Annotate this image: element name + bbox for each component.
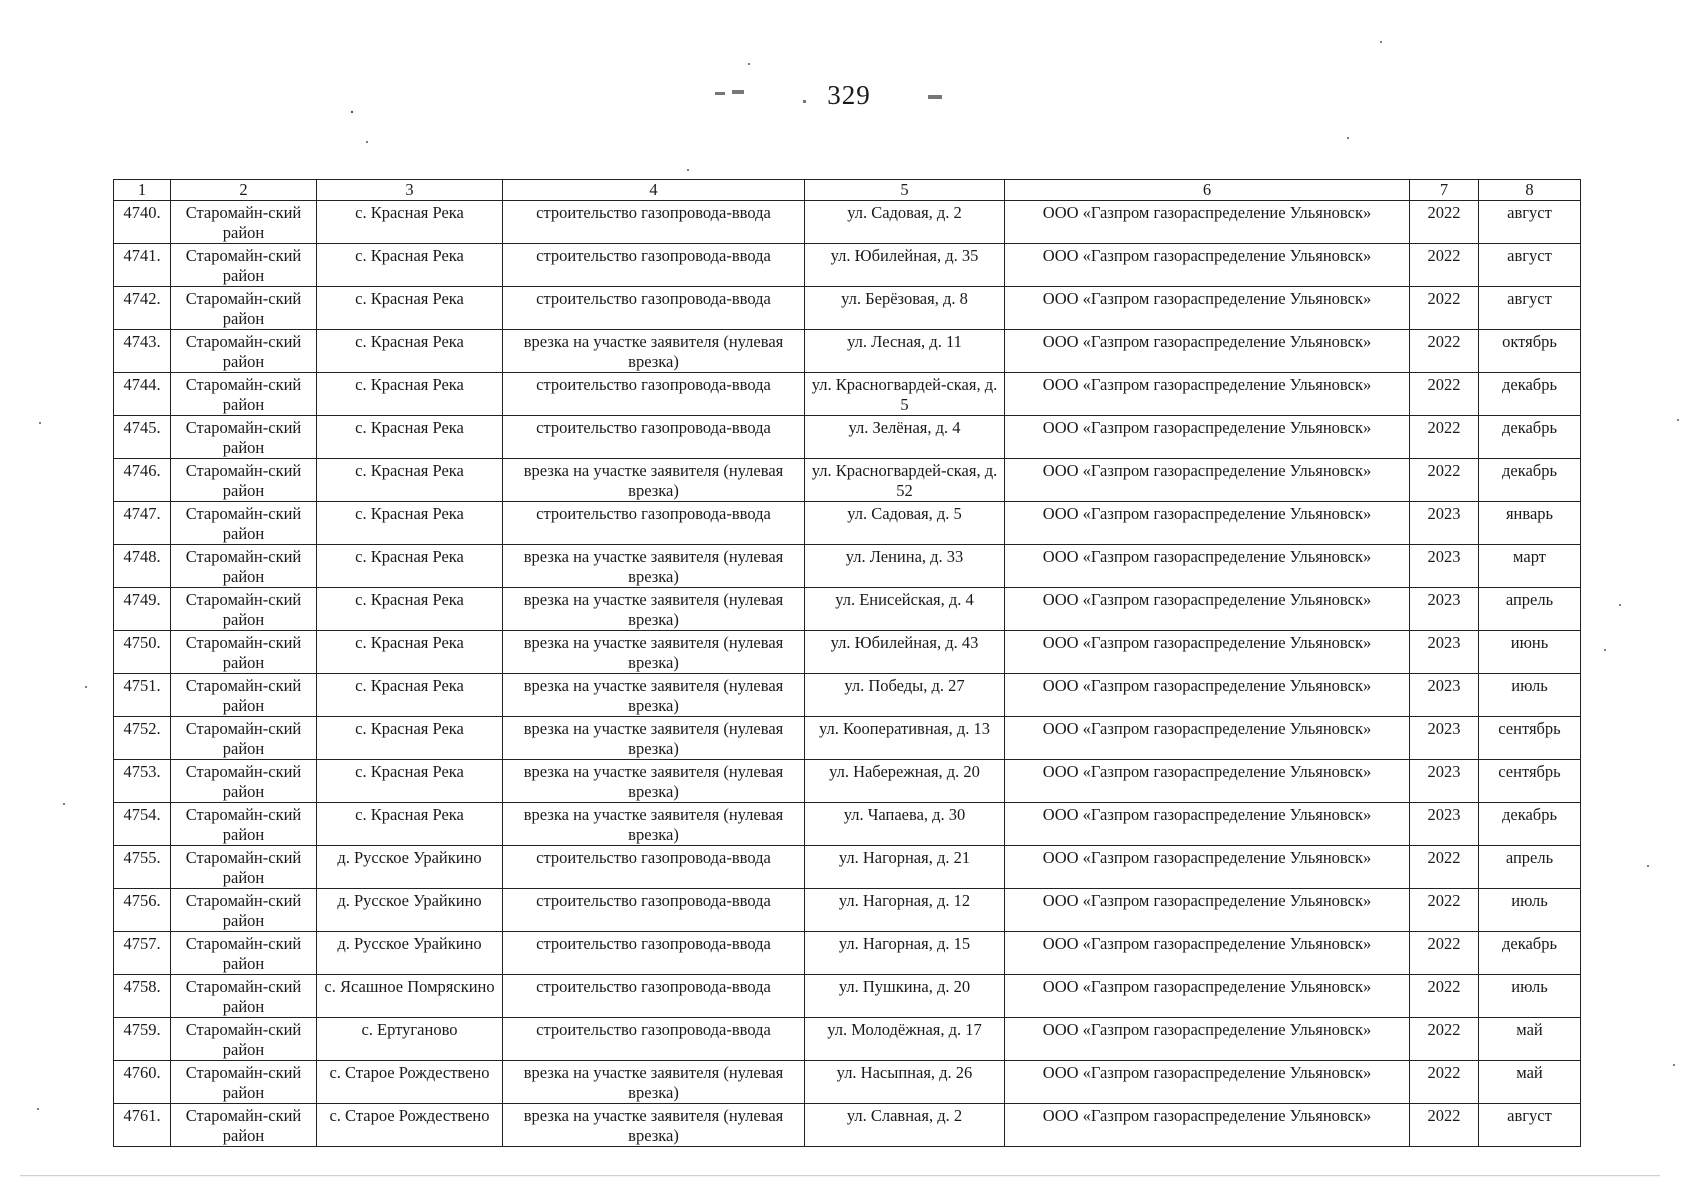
cell-month: декабрь <box>1479 373 1581 416</box>
cell-year: 2023 <box>1410 502 1479 545</box>
cell-year: 2023 <box>1410 760 1479 803</box>
header-row <box>114 180 1581 201</box>
cell-organization: ООО «Газпром газораспределение Ульяновск» <box>1005 459 1410 502</box>
cell-district: Старомайн-ский район <box>171 846 317 889</box>
cell-organization: ООО «Газпром газораспределение Ульяновск» <box>1005 502 1410 545</box>
cell-month: май <box>1479 1018 1581 1061</box>
cell-year: 2022 <box>1410 201 1479 244</box>
table-row <box>114 1104 1581 1147</box>
table-row <box>114 889 1581 932</box>
cell-year: 2023 <box>1410 545 1479 588</box>
cell-number: 4760. <box>114 1061 171 1104</box>
cell-address: ул. Юбилейная, д. 43 <box>805 631 1005 674</box>
cell-settlement: д. Русское Урайкино <box>317 932 503 975</box>
cell-address: ул. Победы, д. 27 <box>805 674 1005 717</box>
cell-month: декабрь <box>1479 803 1581 846</box>
table-row <box>114 631 1581 674</box>
cell-work-type: врезка на участке заявителя (нулевая врезка) <box>503 803 805 846</box>
cell-address: ул. Кооперативная, д. 13 <box>805 717 1005 760</box>
table-row <box>114 459 1581 502</box>
column-header: 8 <box>1479 180 1581 201</box>
table-row <box>114 502 1581 545</box>
cell-number: 4744. <box>114 373 171 416</box>
cell-month: июнь <box>1479 631 1581 674</box>
table-row <box>114 588 1581 631</box>
cell-address: ул. Енисейская, д. 4 <box>805 588 1005 631</box>
cell-month: май <box>1479 1061 1581 1104</box>
cell-year: 2022 <box>1410 846 1479 889</box>
cell-work-type: врезка на участке заявителя (нулевая врезка) <box>503 1061 805 1104</box>
cell-organization: ООО «Газпром газораспределение Ульяновск» <box>1005 631 1410 674</box>
cell-address: ул. Набережная, д. 20 <box>805 760 1005 803</box>
cell-work-type: строительство газопровода-ввода <box>503 373 805 416</box>
cell-year: 2022 <box>1410 459 1479 502</box>
cell-district: Старомайн-ский район <box>171 760 317 803</box>
cell-year: 2023 <box>1410 717 1479 760</box>
table-row <box>114 932 1581 975</box>
cell-organization: ООО «Газпром газораспределение Ульяновск» <box>1005 846 1410 889</box>
cell-organization: ООО «Газпром газораспределение Ульяновск» <box>1005 1061 1410 1104</box>
cell-settlement: д. Русское Урайкино <box>317 889 503 932</box>
cell-year: 2022 <box>1410 975 1479 1018</box>
cell-month: август <box>1479 287 1581 330</box>
cell-address: ул. Чапаева, д. 30 <box>805 803 1005 846</box>
cell-work-type: строительство газопровода-ввода <box>503 287 805 330</box>
cell-district: Старомайн-ский район <box>171 975 317 1018</box>
cell-work-type: врезка на участке заявителя (нулевая врезка) <box>503 588 805 631</box>
cell-number: 4752. <box>114 717 171 760</box>
cell-district: Старомайн-ский район <box>171 1061 317 1104</box>
cell-settlement: с. Старое Рождествено <box>317 1061 503 1104</box>
cell-number: 4743. <box>114 330 171 373</box>
table-row <box>114 201 1581 244</box>
table-row <box>114 975 1581 1018</box>
cell-number: 4741. <box>114 244 171 287</box>
cell-organization: ООО «Газпром газораспределение Ульяновск» <box>1005 1104 1410 1147</box>
cell-number: 4750. <box>114 631 171 674</box>
cell-organization: ООО «Газпром газораспределение Ульяновск» <box>1005 201 1410 244</box>
table-row <box>114 1061 1581 1104</box>
table-row <box>114 674 1581 717</box>
cell-address: ул. Славная, д. 2 <box>805 1104 1005 1147</box>
cell-district: Старомайн-ский район <box>171 1104 317 1147</box>
cell-district: Старомайн-ский район <box>171 674 317 717</box>
cell-settlement: с. Красная Река <box>317 201 503 244</box>
cell-organization: ООО «Газпром газораспределение Ульяновск» <box>1005 330 1410 373</box>
cell-organization: ООО «Газпром газораспределение Ульяновск» <box>1005 287 1410 330</box>
cell-month: сентябрь <box>1479 760 1581 803</box>
cell-settlement: с. Красная Река <box>317 631 503 674</box>
cell-settlement: с. Красная Река <box>317 459 503 502</box>
cell-address: ул. Нагорная, д. 15 <box>805 932 1005 975</box>
cell-settlement: с. Ясашное Помряскино <box>317 975 503 1018</box>
cell-address: ул. Берёзовая, д. 8 <box>805 287 1005 330</box>
cell-number: 4756. <box>114 889 171 932</box>
cell-organization: ООО «Газпром газораспределение Ульяновск» <box>1005 717 1410 760</box>
cell-settlement: с. Красная Река <box>317 588 503 631</box>
cell-address: ул. Пушкина, д. 20 <box>805 975 1005 1018</box>
cell-district: Старомайн-ский район <box>171 502 317 545</box>
table-body <box>114 201 1581 1147</box>
cell-work-type: врезка на участке заявителя (нулевая врезка) <box>503 631 805 674</box>
cell-settlement: с. Красная Река <box>317 674 503 717</box>
cell-number: 4745. <box>114 416 171 459</box>
cell-district: Старомайн-ский район <box>171 459 317 502</box>
cell-organization: ООО «Газпром газораспределение Ульяновск» <box>1005 373 1410 416</box>
cell-district: Старомайн-ский район <box>171 1018 317 1061</box>
cell-month: декабрь <box>1479 416 1581 459</box>
column-header: 5 <box>805 180 1005 201</box>
cell-year: 2023 <box>1410 631 1479 674</box>
cell-address: ул. Зелёная, д. 4 <box>805 416 1005 459</box>
cell-district: Старомайн-ский район <box>171 932 317 975</box>
cell-settlement: д. Русское Урайкино <box>317 846 503 889</box>
column-header: 4 <box>503 180 805 201</box>
cell-address: ул. Насыпная, д. 26 <box>805 1061 1005 1104</box>
cell-number: 4746. <box>114 459 171 502</box>
cell-settlement: с. Красная Река <box>317 244 503 287</box>
cell-work-type: врезка на участке заявителя (нулевая врезка) <box>503 717 805 760</box>
cell-address: ул. Ленина, д. 33 <box>805 545 1005 588</box>
cell-organization: ООО «Газпром газораспределение Ульяновск» <box>1005 889 1410 932</box>
cell-organization: ООО «Газпром газораспределение Ульяновск» <box>1005 975 1410 1018</box>
cell-organization: ООО «Газпром газораспределение Ульяновск» <box>1005 803 1410 846</box>
cell-year: 2022 <box>1410 1018 1479 1061</box>
cell-work-type: строительство газопровода-ввода <box>503 889 805 932</box>
cell-organization: ООО «Газпром газораспределение Ульяновск» <box>1005 1018 1410 1061</box>
cell-district: Старомайн-ский район <box>171 545 317 588</box>
cell-work-type: строительство газопровода-ввода <box>503 502 805 545</box>
cell-address: ул. Нагорная, д. 12 <box>805 889 1005 932</box>
cell-settlement: с. Старое Рождествено <box>317 1104 503 1147</box>
cell-organization: ООО «Газпром газораспределение Ульяновск» <box>1005 416 1410 459</box>
cell-district: Старомайн-ский район <box>171 588 317 631</box>
cell-year: 2022 <box>1410 416 1479 459</box>
column-header: 7 <box>1410 180 1479 201</box>
cell-work-type: врезка на участке заявителя (нулевая врезка) <box>503 674 805 717</box>
table-row <box>114 846 1581 889</box>
cell-year: 2023 <box>1410 803 1479 846</box>
cell-work-type: строительство газопровода-ввода <box>503 201 805 244</box>
cell-number: 4740. <box>114 201 171 244</box>
cell-work-type: врезка на участке заявителя (нулевая врезка) <box>503 330 805 373</box>
cell-district: Старомайн-ский район <box>171 416 317 459</box>
column-header: 1 <box>114 180 171 201</box>
table-row <box>114 287 1581 330</box>
cell-district: Старомайн-ский район <box>171 287 317 330</box>
cell-settlement: с. Красная Река <box>317 760 503 803</box>
cell-month: декабрь <box>1479 932 1581 975</box>
table-row <box>114 416 1581 459</box>
cell-year: 2023 <box>1410 674 1479 717</box>
cell-number: 4754. <box>114 803 171 846</box>
cell-work-type: врезка на участке заявителя (нулевая врезка) <box>503 545 805 588</box>
cell-settlement: с. Красная Река <box>317 330 503 373</box>
cell-address: ул. Юбилейная, д. 35 <box>805 244 1005 287</box>
cell-work-type: строительство газопровода-ввода <box>503 244 805 287</box>
cell-year: 2022 <box>1410 330 1479 373</box>
cell-number: 4748. <box>114 545 171 588</box>
cell-district: Старомайн-ский район <box>171 373 317 416</box>
cell-number: 4749. <box>114 588 171 631</box>
cell-address: ул. Лесная, д. 11 <box>805 330 1005 373</box>
table-row <box>114 760 1581 803</box>
cell-settlement: с. Красная Река <box>317 502 503 545</box>
cell-year: 2022 <box>1410 889 1479 932</box>
cell-month: август <box>1479 201 1581 244</box>
cell-year: 2022 <box>1410 1061 1479 1104</box>
cell-work-type: строительство газопровода-ввода <box>503 846 805 889</box>
cell-year: 2022 <box>1410 287 1479 330</box>
cell-organization: ООО «Газпром газораспределение Ульяновск» <box>1005 760 1410 803</box>
column-header: 6 <box>1005 180 1410 201</box>
cell-work-type: врезка на участке заявителя (нулевая врезка) <box>503 459 805 502</box>
cell-address: ул. Садовая, д. 5 <box>805 502 1005 545</box>
cell-year: 2022 <box>1410 932 1479 975</box>
cell-organization: ООО «Газпром газораспределение Ульяновск» <box>1005 588 1410 631</box>
cell-month: июль <box>1479 889 1581 932</box>
cell-number: 4751. <box>114 674 171 717</box>
cell-number: 4759. <box>114 1018 171 1061</box>
cell-month: март <box>1479 545 1581 588</box>
cell-settlement: с. Красная Река <box>317 717 503 760</box>
cell-number: 4742. <box>114 287 171 330</box>
cell-district: Старомайн-ский район <box>171 244 317 287</box>
cell-organization: ООО «Газпром газораспределение Ульяновск» <box>1005 244 1410 287</box>
cell-month: сентябрь <box>1479 717 1581 760</box>
cell-work-type: строительство газопровода-ввода <box>503 975 805 1018</box>
cell-district: Старомайн-ский район <box>171 631 317 674</box>
cell-month: апрель <box>1479 588 1581 631</box>
column-header: 2 <box>171 180 317 201</box>
cell-organization: ООО «Газпром газораспределение Ульяновск» <box>1005 674 1410 717</box>
cell-year: 2022 <box>1410 244 1479 287</box>
cell-year: 2023 <box>1410 588 1479 631</box>
cell-address: ул. Садовая, д. 2 <box>805 201 1005 244</box>
cell-year: 2022 <box>1410 1104 1479 1147</box>
cell-address: ул. Красногвардей-ская, д. 5 <box>805 373 1005 416</box>
cell-settlement: с. Красная Река <box>317 545 503 588</box>
cell-district: Старомайн-ский район <box>171 330 317 373</box>
cell-settlement: с. Красная Река <box>317 373 503 416</box>
cell-settlement: с. Ертуганово <box>317 1018 503 1061</box>
cell-district: Старомайн-ский район <box>171 889 317 932</box>
cell-district: Старомайн-ский район <box>171 717 317 760</box>
cell-month: июль <box>1479 674 1581 717</box>
cell-work-type: строительство газопровода-ввода <box>503 932 805 975</box>
cell-address: ул. Красногвардей-ская, д. 52 <box>805 459 1005 502</box>
cell-address: ул. Нагорная, д. 21 <box>805 846 1005 889</box>
cell-month: август <box>1479 244 1581 287</box>
cell-month: декабрь <box>1479 459 1581 502</box>
cell-month: август <box>1479 1104 1581 1147</box>
cell-work-type: строительство газопровода-ввода <box>503 1018 805 1061</box>
table-row <box>114 330 1581 373</box>
cell-district: Старомайн-ский район <box>171 803 317 846</box>
cell-month: апрель <box>1479 846 1581 889</box>
table-row <box>114 244 1581 287</box>
cell-address: ул. Молодёжная, д. 17 <box>805 1018 1005 1061</box>
cell-settlement: с. Красная Река <box>317 287 503 330</box>
register-table <box>113 179 1581 1147</box>
cell-month: январь <box>1479 502 1581 545</box>
table-row <box>114 1018 1581 1061</box>
cell-number: 4747. <box>114 502 171 545</box>
cell-number: 4757. <box>114 932 171 975</box>
cell-settlement: с. Красная Река <box>317 803 503 846</box>
table-row <box>114 803 1581 846</box>
cell-number: 4758. <box>114 975 171 1018</box>
page-number: 329 <box>827 80 871 110</box>
cell-month: июль <box>1479 975 1581 1018</box>
cell-organization: ООО «Газпром газораспределение Ульяновск» <box>1005 545 1410 588</box>
cell-number: 4753. <box>114 760 171 803</box>
cell-year: 2022 <box>1410 373 1479 416</box>
table-row <box>114 717 1581 760</box>
cell-number: 4755. <box>114 846 171 889</box>
table-row <box>114 373 1581 416</box>
table-row <box>114 545 1581 588</box>
cell-month: октябрь <box>1479 330 1581 373</box>
cell-number: 4761. <box>114 1104 171 1147</box>
column-header: 3 <box>317 180 503 201</box>
cell-organization: ООО «Газпром газораспределение Ульяновск» <box>1005 932 1410 975</box>
cell-settlement: с. Красная Река <box>317 416 503 459</box>
cell-district: Старомайн-ский район <box>171 201 317 244</box>
cell-work-type: строительство газопровода-ввода <box>503 416 805 459</box>
cell-work-type: врезка на участке заявителя (нулевая врезка) <box>503 760 805 803</box>
cell-work-type: врезка на участке заявителя (нулевая врезка) <box>503 1104 805 1147</box>
